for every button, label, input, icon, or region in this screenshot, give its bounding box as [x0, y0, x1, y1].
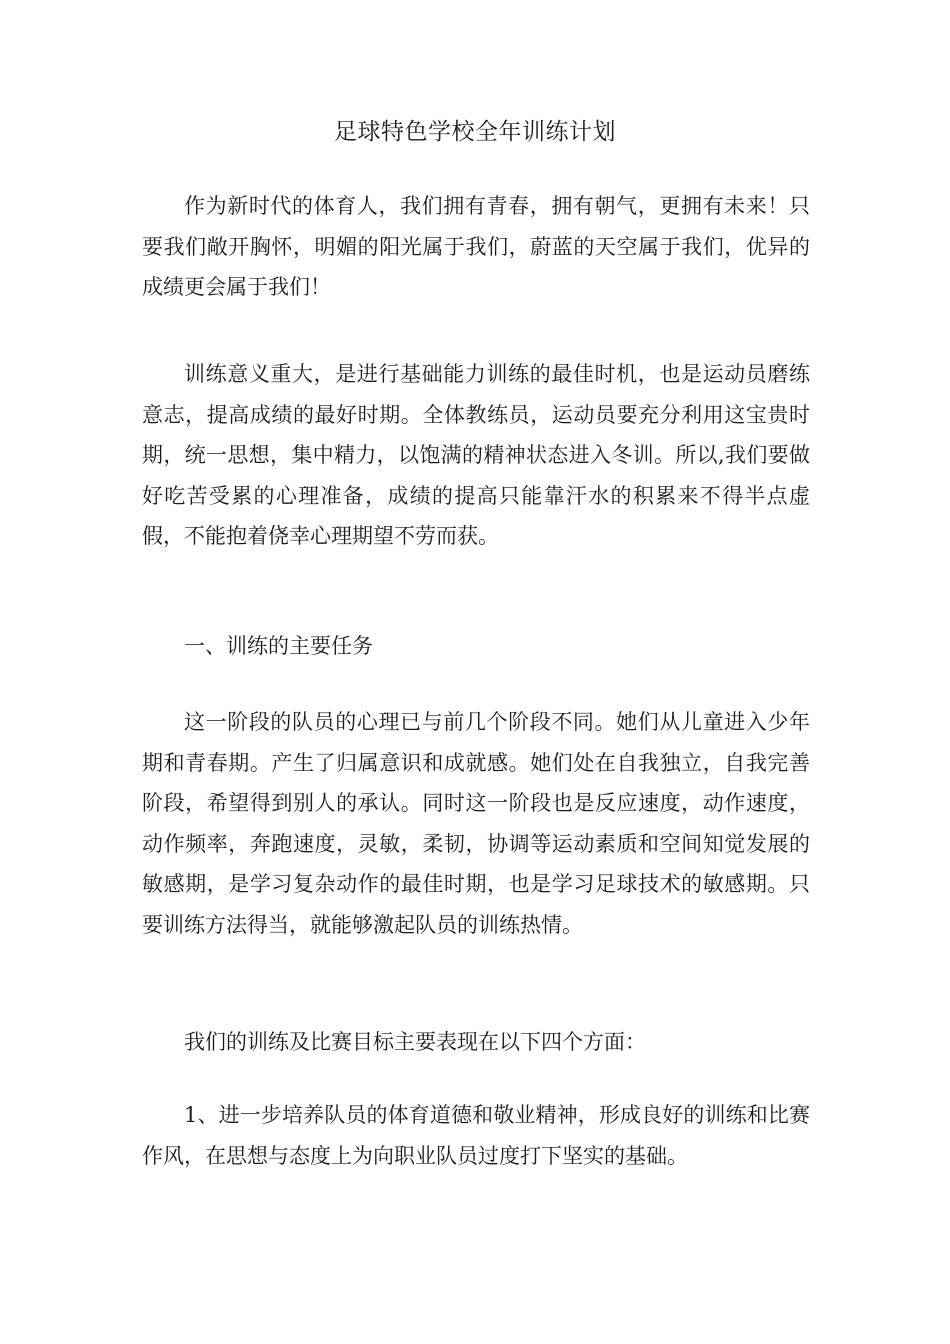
paragraph-training-significance: 训练意义重大，是进行基础能力训练的最佳时机，也是运动员磨练意志，提高成绩的最好时期。全体教练员，运动员要充分利用这宝贵时期，统一思想，集中精力，以饱满的精神状态进入冬训。所以,我们要做好吃苦受累的心理准备，成绩的提高只能靠汗水的积累来不得半点虚假，不能抱着侥幸心理期望不劳而获。 — [142, 362, 810, 548]
document-title: 足球特色学校全年训练计划 — [334, 119, 616, 145]
section-heading-main-tasks: 一、训练的主要任务 — [184, 634, 373, 658]
paragraph-goals-intro: 我们的训练及比赛目标主要表现在以下四个方面： — [184, 1030, 646, 1054]
paragraph-goal-1: 1、进一步培养队员的体育道德和敬业精神，形成良好的训练和比赛作风，在思想与态度上为向职业队员过度打下坚实的基础。 — [142, 1103, 810, 1168]
paragraph-intro: 作为新时代的体育人，我们拥有青春，拥有朝气，更拥有未来！只要我们敞开胸怀，明媚的阳光属于我们，蔚蓝的天空属于我们，优异的成绩更会属于我们！ — [142, 194, 810, 299]
paragraph-player-psychology: 这一阶段的队员的心理已与前几个阶段不同。她们从儿童进入少年期和青春期。产生了归属意识和成就感。她们处在自我独立，自我完善阶段，希望得到别人的承认。同时这一阶段也是反应速度，动作速度，动作频率，奔跑速度，灵敏，柔韧，协调等运动素质和空间知觉发展的敏感期，是学习复杂动作的最佳时期，也是学习足球技术的敏感期。只要训练方法得当，就能够激起队员的训练热情。 — [142, 710, 810, 937]
